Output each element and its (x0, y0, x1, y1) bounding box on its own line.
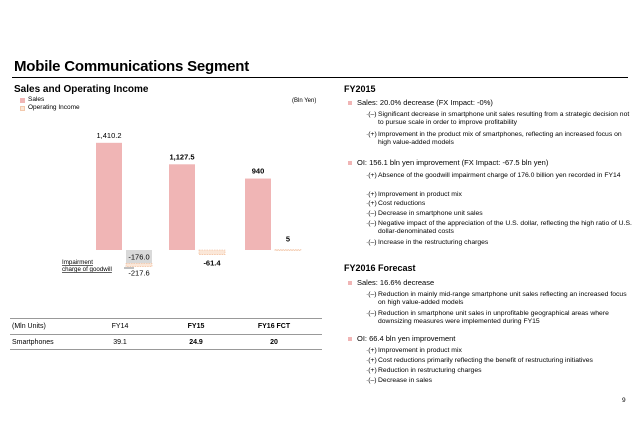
oi-bar (199, 250, 225, 255)
impact-text: Increase in the restructuring charges (378, 239, 489, 246)
impact-mark: ·(–) (366, 220, 377, 227)
impact-text: Improvement in product mix (378, 191, 462, 198)
impact-text: Decrease in sales (378, 377, 433, 384)
impact-mark: ·(–) (366, 210, 377, 217)
sales-value-label: 940 (251, 166, 265, 176)
impact-text: Reduction in smartphone unit sales in unprofitable geographical areas where downsizing measures were implemented during FY15 (378, 310, 609, 326)
oi-value-label: 5 (285, 234, 291, 244)
fy2016-sales-bullet (348, 278, 434, 287)
table-cell-fy16: 20 (270, 339, 278, 346)
chart-heading: Sales and Operating Income (14, 84, 149, 95)
legend-label-sales: Sales (28, 96, 45, 103)
impact-text: Cost reductions primarily reflecting the benefit of restructuring initiatives (378, 357, 593, 364)
sales-bar (96, 143, 122, 250)
impact-mark: ·(+) (366, 191, 377, 198)
list-item (366, 191, 636, 199)
impairment-value-label: -176.0 (128, 252, 150, 262)
impact-text: Improvement in the product mix of smartphones, reflecting an increased focus on high value-added models (378, 131, 622, 147)
list-item (366, 291, 636, 307)
impact-text: Absence of the goodwill impairment charge of 176.0 billion yen recorded in FY14 (378, 172, 621, 179)
sales-bar (169, 164, 195, 250)
oi-value-label: -61.4 (203, 258, 221, 268)
list-item (366, 367, 636, 375)
sales-bar (245, 179, 271, 250)
impairment-annotation-line1: Impairment (62, 259, 93, 266)
impact-text: Significant decrease in smartphone unit sales resulting from a strategic decision not to pursue scale in order to improve profitability (378, 111, 630, 127)
list-item (366, 210, 636, 218)
impact-text: Reduction in mainly mid-range smartphone unit sales reflecting an increased focus on high value-added models (378, 291, 627, 307)
fy2015-title: FY2015 (344, 84, 376, 94)
list-item (366, 239, 636, 247)
bullet-square-icon (348, 281, 352, 285)
sales-oi-bar-chart (0, 0, 330, 318)
sales-value-label: 1,127.5 (169, 152, 195, 162)
oi-value-label: -217.6 (128, 268, 150, 278)
list-item (366, 172, 636, 180)
impairment-annotation-line2: charge of goodwill (62, 266, 112, 273)
list-item (366, 200, 636, 208)
list-item (366, 357, 636, 365)
legend-label-oi: Operating Income (28, 104, 80, 111)
sales-value-label: 1,410.2 (96, 130, 122, 140)
table-header-fy16: FY16 FCT (257, 323, 291, 330)
impact-mark: ·(+) (366, 367, 377, 374)
list-item (366, 131, 636, 147)
bullet-square-icon (348, 101, 352, 105)
impact-text: Negative impact of the appreciation of the U.S. dollar, reflecting the high ratio of U.S. dollar-denominated costs (378, 220, 632, 236)
list-item (366, 310, 636, 326)
fy2015-oi-bullet (348, 158, 548, 167)
list-item (366, 220, 636, 236)
table-header-fy14: FY14 (111, 323, 129, 330)
impact-mark: ·(–) (366, 239, 377, 246)
impact-mark: ·(+) (366, 172, 377, 179)
table-row (10, 334, 322, 350)
impact-mark: ·(–) (366, 291, 377, 298)
fy2015-sales-text: Sales: 20.0% decrease (FX Impact: -0%) (357, 98, 493, 107)
impact-text: Improvement in product mix (378, 347, 462, 354)
table-row-label: Smartphones (12, 339, 54, 346)
impact-mark: ·(+) (366, 200, 377, 207)
table-header-unit: (Mln Units) (12, 323, 46, 330)
fy2016-title: FY2016 Forecast (344, 263, 416, 273)
impact-mark: ·(–) (366, 310, 377, 317)
chart-unit-label: (Bln Yen) (292, 98, 317, 104)
bullet-square-icon (348, 337, 352, 341)
table-cell-fy14: 39.1 (113, 339, 127, 346)
table-header-fy15: FY15 (187, 323, 205, 330)
impact-text: Reduction in restructuring charges (378, 367, 482, 374)
fy2016-oi-bullet (348, 334, 455, 343)
impact-mark: ·(–) (366, 377, 377, 384)
oi-bar (275, 250, 301, 251)
bullet-square-icon (348, 161, 352, 165)
fy2016-oi-text: OI: 66.4 bln yen improvement (357, 334, 456, 343)
list-item (366, 111, 636, 127)
table-header-row (10, 318, 322, 334)
oi-bar (126, 263, 152, 266)
list-item (366, 377, 636, 385)
fy2016-sales-text: Sales: 16.6% decrease (357, 278, 435, 287)
impact-text: Cost reductions (378, 200, 426, 207)
impact-mark: ·(–) (366, 111, 377, 118)
impact-mark: ·(+) (366, 357, 377, 364)
page-number: 9 (622, 397, 626, 404)
list-item (366, 347, 636, 355)
page-title: Mobile Communications Segment (14, 58, 250, 75)
fy2015-oi-text: OI: 156.1 bln yen improvement (FX Impact: -67.5 bln yen) (357, 158, 549, 167)
impact-mark: ·(+) (366, 347, 377, 354)
fy2015-sales-bullet (348, 98, 493, 107)
impact-text: Decrease in smartphone unit sales (378, 210, 483, 217)
table-cell-fy15: 24.9 (189, 339, 203, 346)
impact-mark: ·(+) (366, 131, 377, 138)
